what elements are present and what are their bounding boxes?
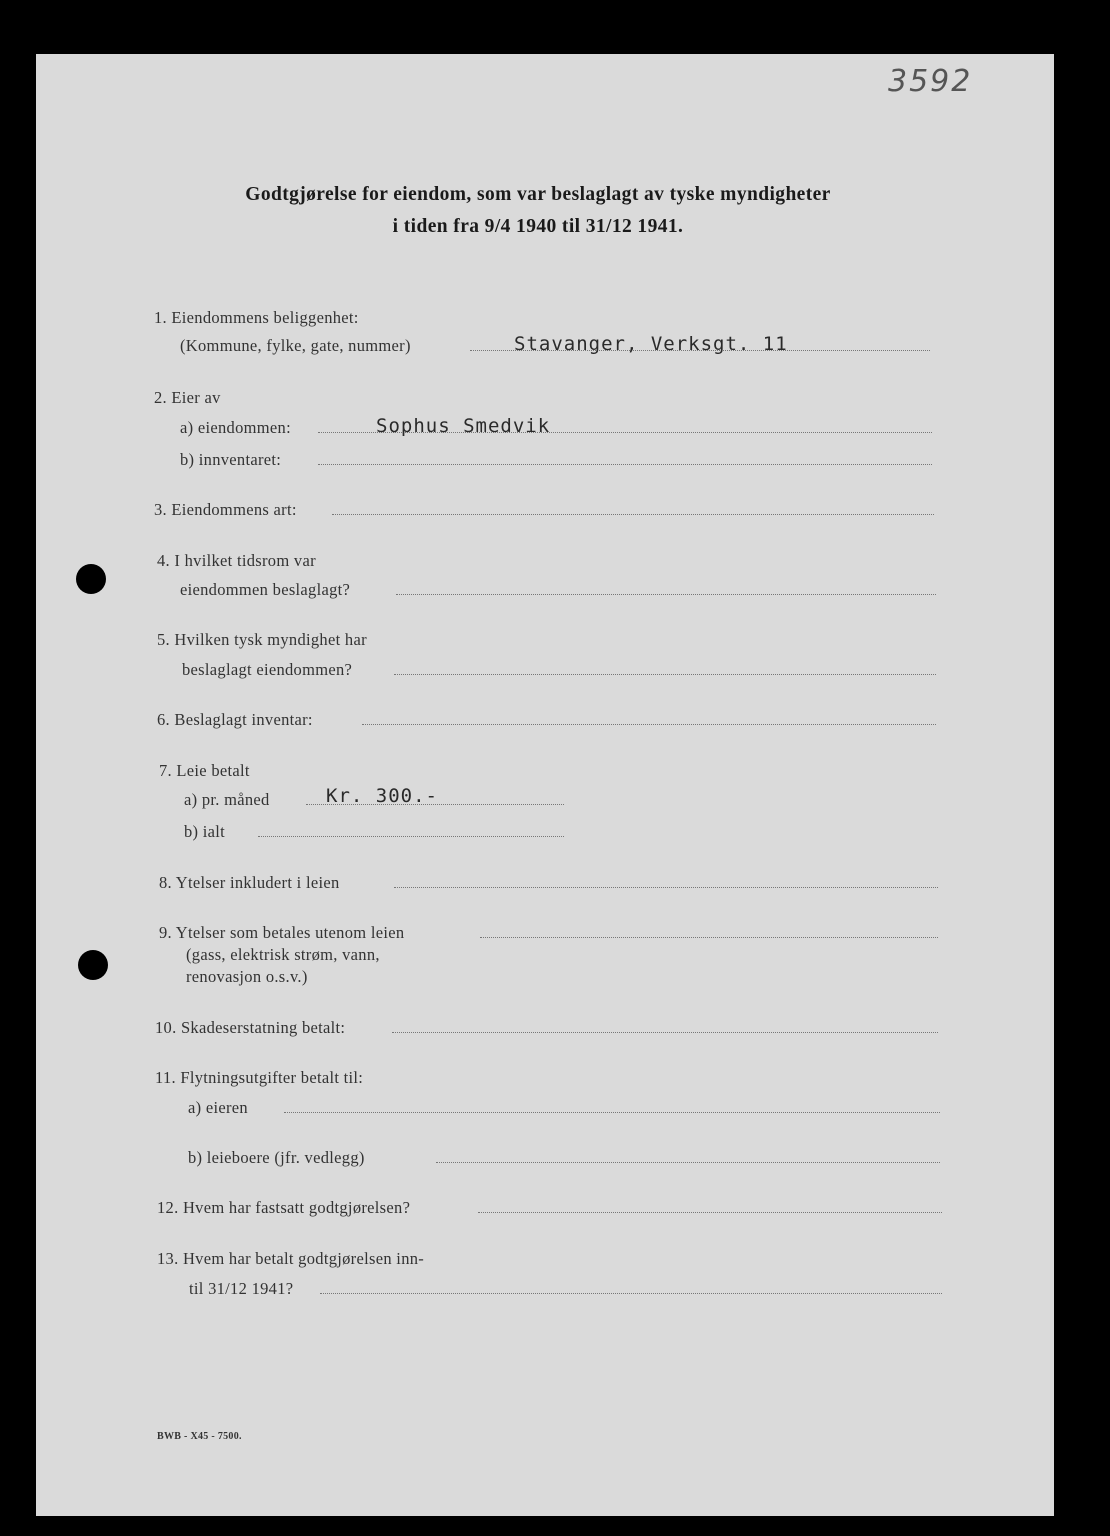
q12-label: 12. Hvem har fastsatt godtgjørelsen? bbox=[157, 1198, 411, 1217]
q5-sublabel: beslaglagt eiendommen? bbox=[182, 660, 353, 679]
q12-answer-line bbox=[478, 1212, 942, 1213]
q4-label: 4. I hvilket tidsrom var bbox=[157, 551, 316, 570]
q5-answer-line bbox=[394, 674, 936, 675]
q13-label: 13. Hvem har betalt godtgjørelsen inn- bbox=[157, 1249, 425, 1268]
q1-answer: Stavanger, Verksgt. 11 bbox=[514, 333, 788, 355]
q11b-label: b) leieboere (jfr. vedlegg) bbox=[188, 1148, 365, 1167]
q10-answer-line bbox=[392, 1032, 938, 1033]
q3-label: 3. Eiendommens art: bbox=[154, 500, 297, 519]
q2-label: 2. Eier av bbox=[154, 388, 221, 407]
q4-answer-line bbox=[396, 594, 936, 595]
q2a-answer: Sophus Smedvik bbox=[376, 415, 551, 437]
q5-label: 5. Hvilken tysk myndighet har bbox=[157, 630, 367, 649]
q9-label: 9. Ytelser som betales utenom leien bbox=[159, 923, 405, 942]
q7b-label: b) ialt bbox=[184, 822, 226, 841]
q2b-answer-line bbox=[318, 464, 932, 465]
q11a-answer-line bbox=[284, 1112, 940, 1113]
q6-label: 6. Beslaglagt inventar: bbox=[157, 710, 313, 729]
q2a-label: a) eiendommen: bbox=[180, 418, 291, 437]
form-title-line-1: Godtgjørelse for eiendom, som var beslaglagt av tyske myndigheter bbox=[245, 184, 831, 205]
q7a-answer: Kr. 300.- bbox=[326, 785, 438, 807]
printer-mark: BWB - X45 - 7500. bbox=[157, 1431, 242, 1442]
q7b-answer-line bbox=[258, 836, 564, 837]
punch-hole-bottom bbox=[78, 950, 108, 980]
q7-label: 7. Leie betalt bbox=[159, 761, 250, 780]
q13-answer-line bbox=[320, 1293, 942, 1294]
q6-answer-line bbox=[362, 724, 936, 725]
q9-answer-line bbox=[480, 937, 938, 938]
q11b-answer-line bbox=[436, 1162, 940, 1163]
q8-answer-line bbox=[394, 887, 938, 888]
q3-answer-line bbox=[332, 514, 934, 515]
q4-sublabel: eiendommen beslaglagt? bbox=[180, 580, 351, 599]
q11-label: 11. Flytningsutgifter betalt til: bbox=[155, 1068, 364, 1087]
q7a-label: a) pr. måned bbox=[184, 790, 270, 809]
q9-sublabel-2: renovasjon o.s.v.) bbox=[186, 967, 308, 986]
q13-sublabel: til 31/12 1941? bbox=[189, 1279, 294, 1298]
q2b-label: b) innventaret: bbox=[180, 450, 282, 469]
q1-sublabel: (Kommune, fylke, gate, nummer) bbox=[180, 336, 411, 355]
page-number: 3592 bbox=[888, 64, 973, 99]
q9-sublabel-1: (gass, elektrisk strøm, vann, bbox=[186, 945, 380, 964]
form-title-line-2: i tiden fra 9/4 1940 til 31/12 1941. bbox=[392, 216, 684, 237]
q1-label: 1. Eiendommens beliggenhet: bbox=[154, 308, 359, 327]
q10-label: 10. Skadeserstatning betalt: bbox=[155, 1018, 346, 1037]
q8-label: 8. Ytelser inkludert i leien bbox=[159, 873, 340, 892]
punch-hole-top bbox=[76, 564, 106, 594]
q11a-label: a) eieren bbox=[188, 1098, 248, 1117]
